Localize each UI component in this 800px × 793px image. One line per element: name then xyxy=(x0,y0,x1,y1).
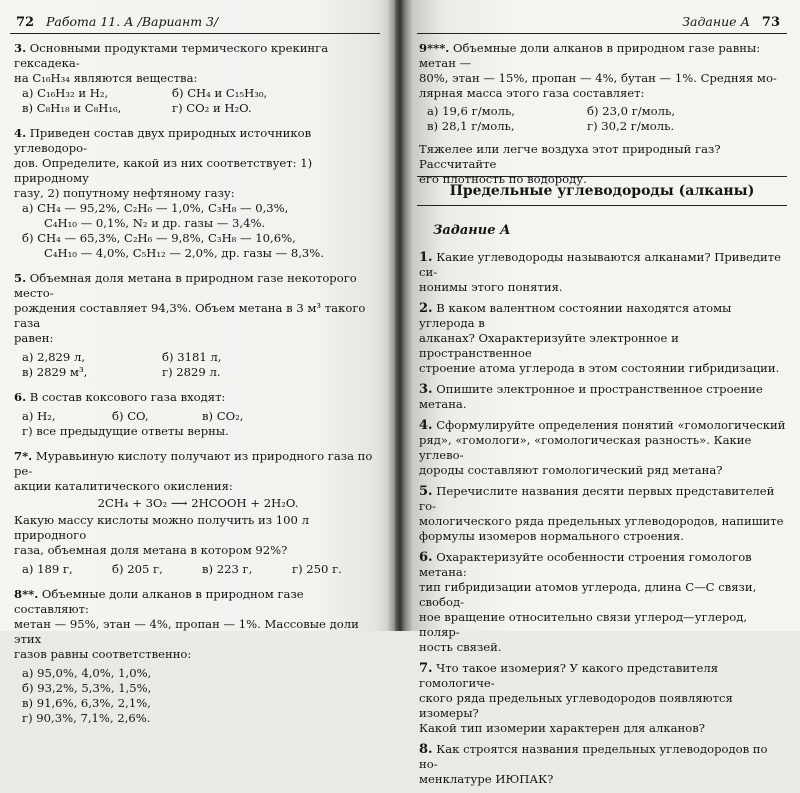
answer-options xyxy=(14,350,382,380)
left-page xyxy=(0,0,395,725)
task-7 xyxy=(14,449,382,577)
task-number: 1. xyxy=(419,250,433,265)
section-rule-bottom xyxy=(417,205,787,206)
task-text: В каком валентном состоянии находятся атомы углерода в xyxy=(419,301,732,330)
task-text: формулы изомеров нормального строения. xyxy=(419,529,684,543)
task-text: Какой тип изомерии характерен для алканов? xyxy=(419,721,705,735)
task-text: Что такое изомерия? У какого представителя гомологиче- xyxy=(419,661,719,690)
option: г) 90,3%, 7,1%, 2,6%. xyxy=(22,711,151,725)
answer-options xyxy=(14,86,382,116)
option: C₄H₁₀ — 0,1%, N₂ и др. газы — 3,4%. xyxy=(44,216,266,230)
task-number: 8**. xyxy=(14,587,39,601)
task-text: дороды составляют гомологический ряд метана? xyxy=(419,463,723,477)
option: г) CO₂ и H₂O. xyxy=(172,101,252,115)
task-number: 2. xyxy=(419,301,433,316)
task-text: равен: xyxy=(14,331,54,345)
task-text: Какую массу кислоты можно получить из 100 л природного xyxy=(14,513,309,542)
task-6 xyxy=(14,390,382,439)
answer-options xyxy=(14,666,382,726)
task-text: Перечислите названия десяти первых представителей го- xyxy=(419,484,775,513)
task-number: 3. xyxy=(14,41,27,55)
task-text: ряд», «гомологи», «гомологическая разность». Какие углево- xyxy=(419,433,752,462)
option: б) 93,2%, 5,3%, 1,5%, xyxy=(22,681,152,695)
task-text: Приведен состав двух природных источников углеводоро- xyxy=(14,126,312,155)
alkane-task-6 xyxy=(419,550,787,655)
book-gutter-shadow xyxy=(387,0,413,631)
left-running-title: Работа 11. А /Вариант 3/ xyxy=(46,14,219,29)
option: а) 19,6 г/моль, xyxy=(427,104,515,118)
right-page-number: 73 xyxy=(761,15,780,30)
task-text: лярная масса этого газа составляет: xyxy=(419,86,645,100)
option: б) CH₄ и C₁₅H₃₀, xyxy=(172,86,268,100)
task-text: нонимы этого понятия. xyxy=(419,280,563,294)
task-number: 4. xyxy=(14,126,27,140)
left-page-header xyxy=(16,14,218,30)
option: а) 189 г, xyxy=(22,562,73,576)
option: б) 205 г, xyxy=(112,562,163,576)
option: в) 2829 м³, xyxy=(22,365,88,379)
task-text: алканах? Охарактеризуйте электронное и пространственное xyxy=(419,331,679,360)
task-text: ского ряда предельных углеводородов появляются изомеры? xyxy=(419,691,733,720)
option: в) CO₂, xyxy=(202,409,244,423)
task-text: ность связей. xyxy=(419,640,502,654)
task-number: 3. xyxy=(419,382,433,397)
task-3 xyxy=(14,41,382,116)
task-text: Объемные доли алканов в природном газе составляют: xyxy=(14,587,304,616)
task-5 xyxy=(14,271,382,380)
task-text: газу, 2) попутному нефтяному газу: xyxy=(14,186,235,200)
task-text: метан — 95%, этан — 4%, пропан — 1%. Массовые доли этих xyxy=(14,617,359,646)
option: б) CH₄ — 65,3%, C₂H₆ — 9,8%, C₃H₈ — 10,6%, xyxy=(22,231,296,245)
right-task-list xyxy=(419,250,787,793)
task-text: Тяжелее или легче воздуха этот природный газ? Рассчитайте xyxy=(419,142,721,171)
task-text: газа, объемная доля метана в котором 92%? xyxy=(14,543,288,557)
task-text: Основными продуктами термического крекинга гексадека- xyxy=(14,41,329,70)
section-subheading: Задание А xyxy=(433,223,511,238)
task-text: акции каталитического окисления: xyxy=(14,479,233,493)
option: г) 250 г. xyxy=(292,562,342,576)
alkane-task-8 xyxy=(419,742,787,787)
option: г) 2829 л. xyxy=(162,365,221,379)
option: г) все предыдущие ответы верны. xyxy=(22,424,229,438)
right-page xyxy=(395,0,800,786)
task-number: 4. xyxy=(419,418,433,433)
task-text: мологического ряда предельных углеводородов, напишите xyxy=(419,514,784,528)
answer-options xyxy=(14,409,382,424)
option: а) H₂, xyxy=(22,409,56,423)
task-number: 9***. xyxy=(419,41,450,55)
task-text: на C₁₆H₃₄ являются вещества: xyxy=(14,71,198,85)
alkane-task-2 xyxy=(419,301,787,376)
task-8 xyxy=(14,587,382,726)
task-4 xyxy=(14,126,382,261)
task-text: рождения составляет 94,3%. Объем метана в 3 м³ такого газа xyxy=(14,301,366,330)
alkane-task-4 xyxy=(419,418,787,478)
reaction-equation: 2CH₄ + 3O₂ ⟶ 2HCOOH + 2H₂O. xyxy=(97,496,299,510)
right-header-rule xyxy=(417,33,787,34)
right-running-title: Задание А xyxy=(682,14,750,29)
task-text: Муравьиную кислоту получают из природного газа по ре- xyxy=(14,449,373,478)
option: а) C₁₆H₃₂ и H₂, xyxy=(22,86,109,100)
task-text: ное вращение относительно связи углерод—углерод, поляр- xyxy=(419,610,748,639)
left-header-rule xyxy=(10,33,380,34)
task-text: Какие углеводороды называются алканами? Приведите си- xyxy=(419,250,782,279)
option: в) 223 г, xyxy=(202,562,253,576)
task-number: 7*. xyxy=(14,449,33,463)
task-text: Как строятся названия предельных углеводородов по но- xyxy=(419,742,768,771)
option: а) 2,829 л, xyxy=(22,350,86,364)
left-content xyxy=(14,41,382,732)
task-text: строение атома углерода в этом состоянии гибридизации. xyxy=(419,361,780,375)
task-text: Объемные доли алканов в природном газе равны: метан — xyxy=(419,41,761,70)
right-page-header xyxy=(682,14,780,30)
task-text: тип гибридизации атомов углерода, длина C—C связи, свобод- xyxy=(419,580,757,609)
option: а) 95,0%, 4,0%, 1,0%, xyxy=(22,666,152,680)
task-number: 8. xyxy=(419,742,433,757)
task-text: менклатуре ИЮПАК? xyxy=(419,772,554,786)
task-text: его плотность по водороду. xyxy=(419,172,587,186)
task-text: Объемная доля метана в природном газе некоторого место- xyxy=(14,271,357,300)
task-number: 7. xyxy=(419,661,433,676)
task-number: 5. xyxy=(14,271,27,285)
answer-options xyxy=(419,104,787,134)
answer-options xyxy=(14,562,382,577)
task-number: 6. xyxy=(14,390,27,404)
left-page-number: 72 xyxy=(16,15,35,30)
task-9 xyxy=(419,41,787,187)
option: в) 91,6%, 6,3%, 2,1%, xyxy=(22,696,151,710)
option: в) C₈H₁₈ и C₈H₁₆, xyxy=(22,101,122,115)
option: C₄H₁₀ — 4,0%, C₅H₁₂ — 2,0%, др. газы — 8,3%. xyxy=(44,246,324,260)
task-number: 5. xyxy=(419,484,433,499)
task-text: Охарактеризуйте особенности строения гомологов метана: xyxy=(419,550,752,579)
alkane-task-7 xyxy=(419,661,787,736)
right-top-content xyxy=(419,41,787,193)
section-rule-top xyxy=(417,176,787,177)
option: б) CO, xyxy=(112,409,149,423)
option: б) 3181 л, xyxy=(162,350,222,364)
alkane-task-3 xyxy=(419,382,787,412)
task-number: 6. xyxy=(419,550,433,565)
task-text: дов. Определите, какой из них соответствует: 1) природному xyxy=(14,156,313,185)
section-title: Предельные углеводороды (алканы) xyxy=(449,183,755,199)
task-text: Опишите электронное и пространственное строение метана. xyxy=(419,382,763,411)
task-text: газов равны соответственно: xyxy=(14,647,192,661)
task-text: Сформулируйте определения понятий «гомологический xyxy=(436,418,786,432)
task-text: В состав коксового газа входят: xyxy=(29,390,226,404)
alkane-task-1 xyxy=(419,250,787,295)
option: б) 23,0 г/моль, xyxy=(587,104,676,118)
task-text: 80%, этан — 15%, пропан — 4%, бутан — 1%. Средняя мо- xyxy=(419,71,777,85)
option: г) 30,2 г/моль. xyxy=(587,119,675,133)
option: в) 28,1 г/моль, xyxy=(427,119,515,133)
option: а) CH₄ — 95,2%, C₂H₆ — 1,0%, C₃H₈ — 0,3%, xyxy=(22,201,289,215)
alkane-task-5 xyxy=(419,484,787,544)
